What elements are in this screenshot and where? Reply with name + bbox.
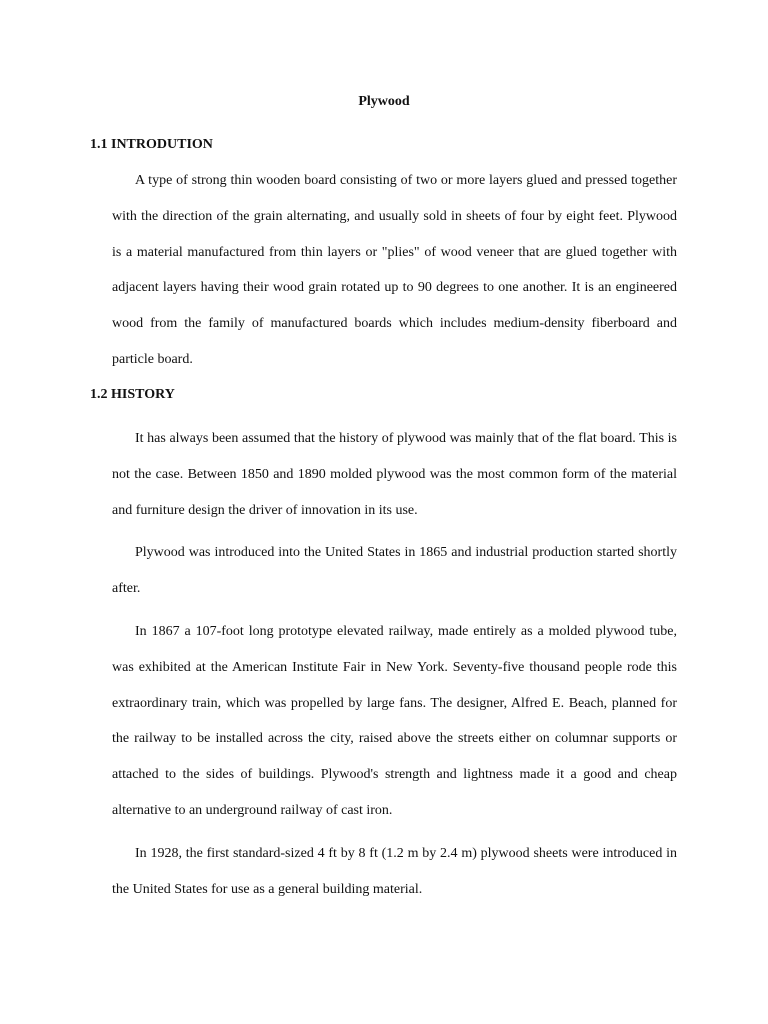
introduction-paragraph: A type of strong thin wooden board consisting of two or more layers glued and pressed together with the direction of the grain alternating, and usually sold in sheets of four by eight feet. Plywood is a material manufactured from thin layers or "plies" of wood veneer that are glued together with adjacent layers having their wood grain rotated up to 90 degrees to one another. It is an engineered wood from the family of manufactured boards which includes medium-density fiberboard and particle board.: [112, 173, 677, 367]
document-title: Plywood: [358, 94, 410, 109]
section-heading-introduction: 1.1 INTRODUTION: [90, 137, 213, 152]
section-heading-history: 1.2 HISTORY: [90, 387, 175, 402]
history-paragraph-4: In 1928, the first standard-sized 4 ft by 8 ft (1.2 m by 2.4 m) plywood sheets were introduced in the United States for use as a general building material.: [112, 846, 677, 897]
history-paragraph-1: It has always been assumed that the history of plywood was mainly that of the flat board. This is not the case. Between 1850 and 1890 molded plywood was the most common form of the material and furniture design the driver of innovation in its use.: [112, 431, 677, 518]
history-paragraph-2: Plywood was introduced into the United States in 1865 and industrial production started shortly after.: [112, 545, 677, 596]
history-paragraph-3: In 1867 a 107-foot long prototype elevated railway, made entirely as a molded plywood tube, was exhibited at the American Institute Fair in New York. Seventy-five thousand people rode this extraordinary train, which was propelled by large fans. The designer, Alfred E. Beach, planned for the railway to be installed across the city, raised above the streets either on columnar supports or attached to the sides of buildings. Plywood's strength and lightness made it a good and cheap alternative to an underground railway of cast iron.: [112, 624, 677, 818]
